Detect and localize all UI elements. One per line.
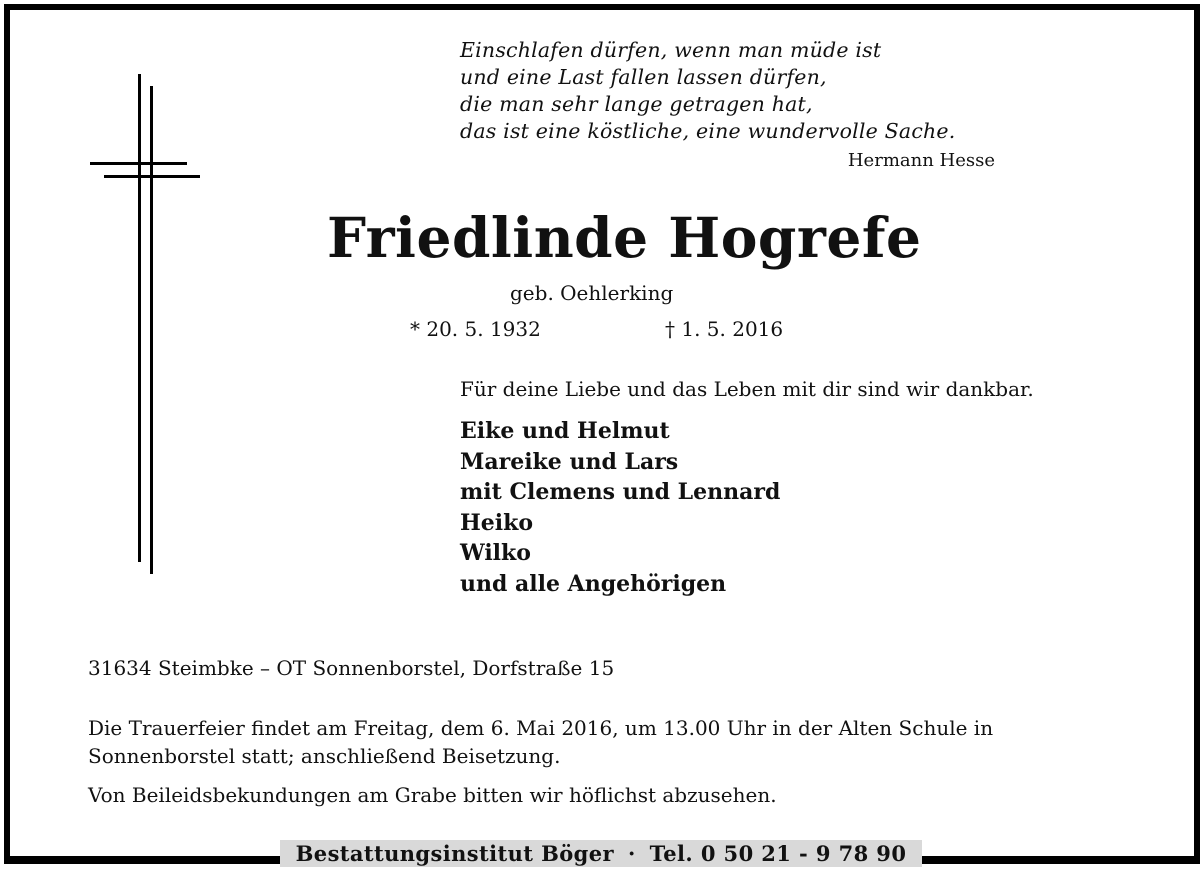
funeral-home-footer (280, 840, 922, 867)
epigraph-quote (460, 37, 955, 145)
mourner-name: Wilko (460, 540, 531, 566)
mourner-name: Heiko (460, 509, 534, 536)
funeral-home-phone: Tel. 0 50 21 - 9 78 90 (649, 841, 907, 866)
quote-line: das ist eine köstliche, eine wundervolle Sache. (460, 119, 956, 143)
mourner-name: mit Clemens und Lennard (460, 479, 781, 505)
maiden-name: geb. Oehlerking (510, 281, 674, 305)
family-address: 31634 Steimbke – OT Sonnenborstel, Dorfstraße 15 (88, 656, 615, 680)
deceased-name: Friedlinde Hogrefe (327, 205, 922, 270)
service-line: Die Trauerfeier findet am Freitag, dem 6. Mai 2016, um 13.00 Uhr in der Alten Schule in (88, 716, 994, 740)
mourners-list (460, 416, 780, 599)
mourner-name: Eike und Helmut (460, 418, 670, 444)
quote-line: Einschlafen dürfen, wenn man müde ist (460, 38, 882, 62)
mourner-name: und alle Angehörigen (460, 570, 727, 597)
death-date: † 1. 5. 2016 (665, 317, 784, 341)
quote-author: Hermann Hesse (847, 150, 995, 171)
footer-separator: · (627, 841, 636, 866)
funeral-service-info (88, 714, 1128, 770)
condolence-note: Von Beileidsbekundungen am Grabe bitten wir höflichst abzusehen. (88, 783, 777, 807)
birth-date: * 20. 5. 1932 (410, 317, 541, 341)
service-line: Sonnenborstel statt; anschließend Beisetzung. (88, 744, 561, 768)
quote-line: und eine Last fallen lassen dürfen, (460, 65, 827, 89)
quote-line: die man sehr lange getragen hat, (460, 92, 813, 116)
thanks-text: Für deine Liebe und das Leben mit dir sind wir dankbar. (460, 377, 1034, 401)
mourner-name: Mareike und Lars (460, 448, 679, 475)
funeral-home-name: Bestattungsinstitut Böger (295, 841, 614, 866)
cross-icon (0, 0, 220, 600)
